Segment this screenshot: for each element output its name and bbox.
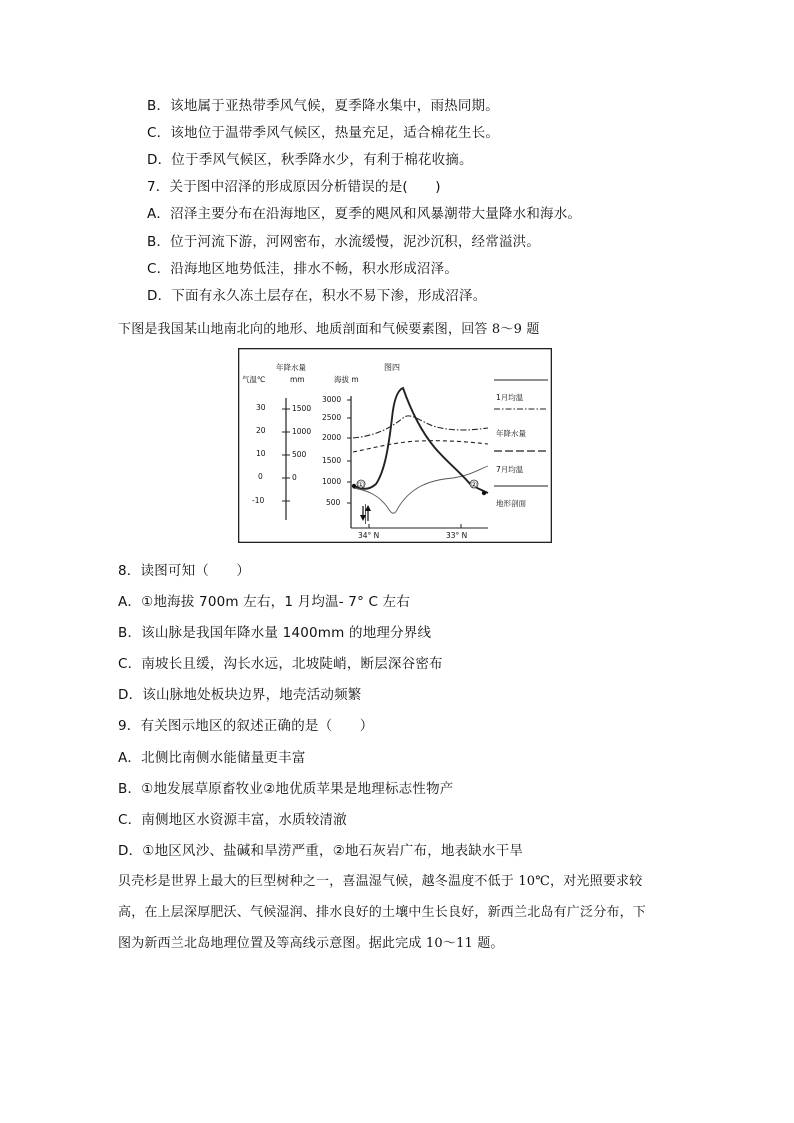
- q8-option-d: D．该山脉地处板块边界，地壳活动频繁: [118, 687, 362, 703]
- temp-tick: -10: [252, 496, 265, 505]
- q9-option-d: D．①地区风沙、盐碱和旱涝严重，②地石灰岩广布，地表缺水干旱: [118, 843, 524, 859]
- q8-stem: 8．读图可知（ ）: [118, 563, 251, 579]
- precip-tick: 1500: [292, 404, 312, 413]
- precip-tick: 1000: [292, 427, 312, 436]
- temp-tick: 30: [256, 403, 266, 412]
- legend-terrain: 地形剖面: [496, 499, 526, 508]
- q8-option-a: A．①地海拔 700m 左右，1 月均温- 7° C 左右: [118, 594, 411, 610]
- legend-precip: 年降水量: [496, 429, 526, 438]
- alt-tick: 500: [326, 498, 341, 507]
- precip-tick: 500: [292, 450, 307, 459]
- alt-tick: 3000: [322, 395, 342, 404]
- legend-jul-temp: 7月均温: [496, 465, 524, 474]
- axis-alt-label: 海拔 m: [334, 375, 359, 384]
- temp-tick: 0: [258, 472, 263, 481]
- alt-tick: 2000: [322, 433, 342, 442]
- q7-option-a: A．沼泽主要分布在沿海地区，夏季的飓风和风暴潮带大量降水和海水。: [147, 206, 582, 222]
- lat-left: 34° N: [358, 531, 380, 540]
- q9-option-c: C．南侧地区水资源丰富，水质较清澈: [118, 812, 347, 828]
- temp-tick: 20: [256, 426, 266, 435]
- q6-option-b: B．该地属于亚热带季风气候，夏季降水集中，雨热同期。: [147, 98, 499, 114]
- legend-jan-temp: 1月均温: [496, 393, 524, 402]
- q9-option-b: B．①地发展草原畜牧业②地优质苹果是地理标志性物产: [118, 781, 454, 797]
- q7-stem: 7．关于图中沼泽的形成原因分析错误的是( ): [147, 179, 441, 195]
- point-2-dot: [482, 491, 486, 495]
- point-1-label: ①: [357, 480, 365, 489]
- temp-tick: 10: [256, 449, 266, 458]
- q8-option-c: C．南坡长且缓，沟长水远，北坡陡峭，断层深谷密布: [118, 656, 443, 672]
- q7-option-c: C．沿海地区地势低洼，排水不畅，积水形成沼泽。: [147, 261, 459, 277]
- q8-option-b: B．该山脉是我国年降水量 1400mm 的地理分界线: [118, 625, 432, 641]
- point-2-label: ②: [470, 480, 478, 489]
- intro-8-9: 下图是我国某山地南北向的地形、地质剖面和气候要素图，回答 8～9 题: [118, 322, 540, 337]
- q6-option-d: D．位于季风气候区，秋季降水少，有利于棉花收摘。: [147, 152, 473, 168]
- terrain-climate-figure: [238, 348, 552, 543]
- axis-temp-label: 气温℃: [242, 375, 266, 384]
- axis-precip-label: 年降水量: [276, 363, 306, 372]
- alt-tick: 1000: [322, 477, 342, 486]
- intro-10-11-line1: 贝壳杉是世界上最大的巨型树种之一，喜温湿气候，越冬温度不低于 10℃，对光照要求较: [118, 874, 643, 889]
- q7-option-d: D．下面有永久冻土层存在，积水不易下渗，形成沼泽。: [147, 288, 487, 304]
- q7-option-b: B．位于河流下游，河网密布，水流缓慢，泥沙沉积，经常溢洪。: [147, 234, 541, 250]
- lat-right: 33° N: [446, 531, 468, 540]
- intro-10-11-line3: 图为新西兰北岛地理位置及等高线示意图。据此完成 10～11 题。: [118, 936, 504, 951]
- q9-stem: 9．有关图示地区的叙述正确的是（ ）: [118, 718, 374, 734]
- alt-tick: 1500: [322, 456, 342, 465]
- point-1-dot: [352, 484, 356, 488]
- figure-title: 图四: [384, 363, 400, 372]
- precip-tick: 0: [292, 473, 297, 482]
- q9-option-a: A．北侧比南侧水能储量更丰富: [118, 750, 306, 766]
- q6-option-c: C．该地位于温带季风气候区，热量充足，适合棉花生长。: [147, 125, 500, 141]
- intro-10-11-line2: 高，在上层深厚肥沃、气候湿润、排水良好的土壤中生长良好，新西兰北岛有广泛分布，下: [118, 905, 647, 920]
- axis-precip-unit: mm: [290, 375, 305, 384]
- alt-tick: 2500: [322, 413, 342, 422]
